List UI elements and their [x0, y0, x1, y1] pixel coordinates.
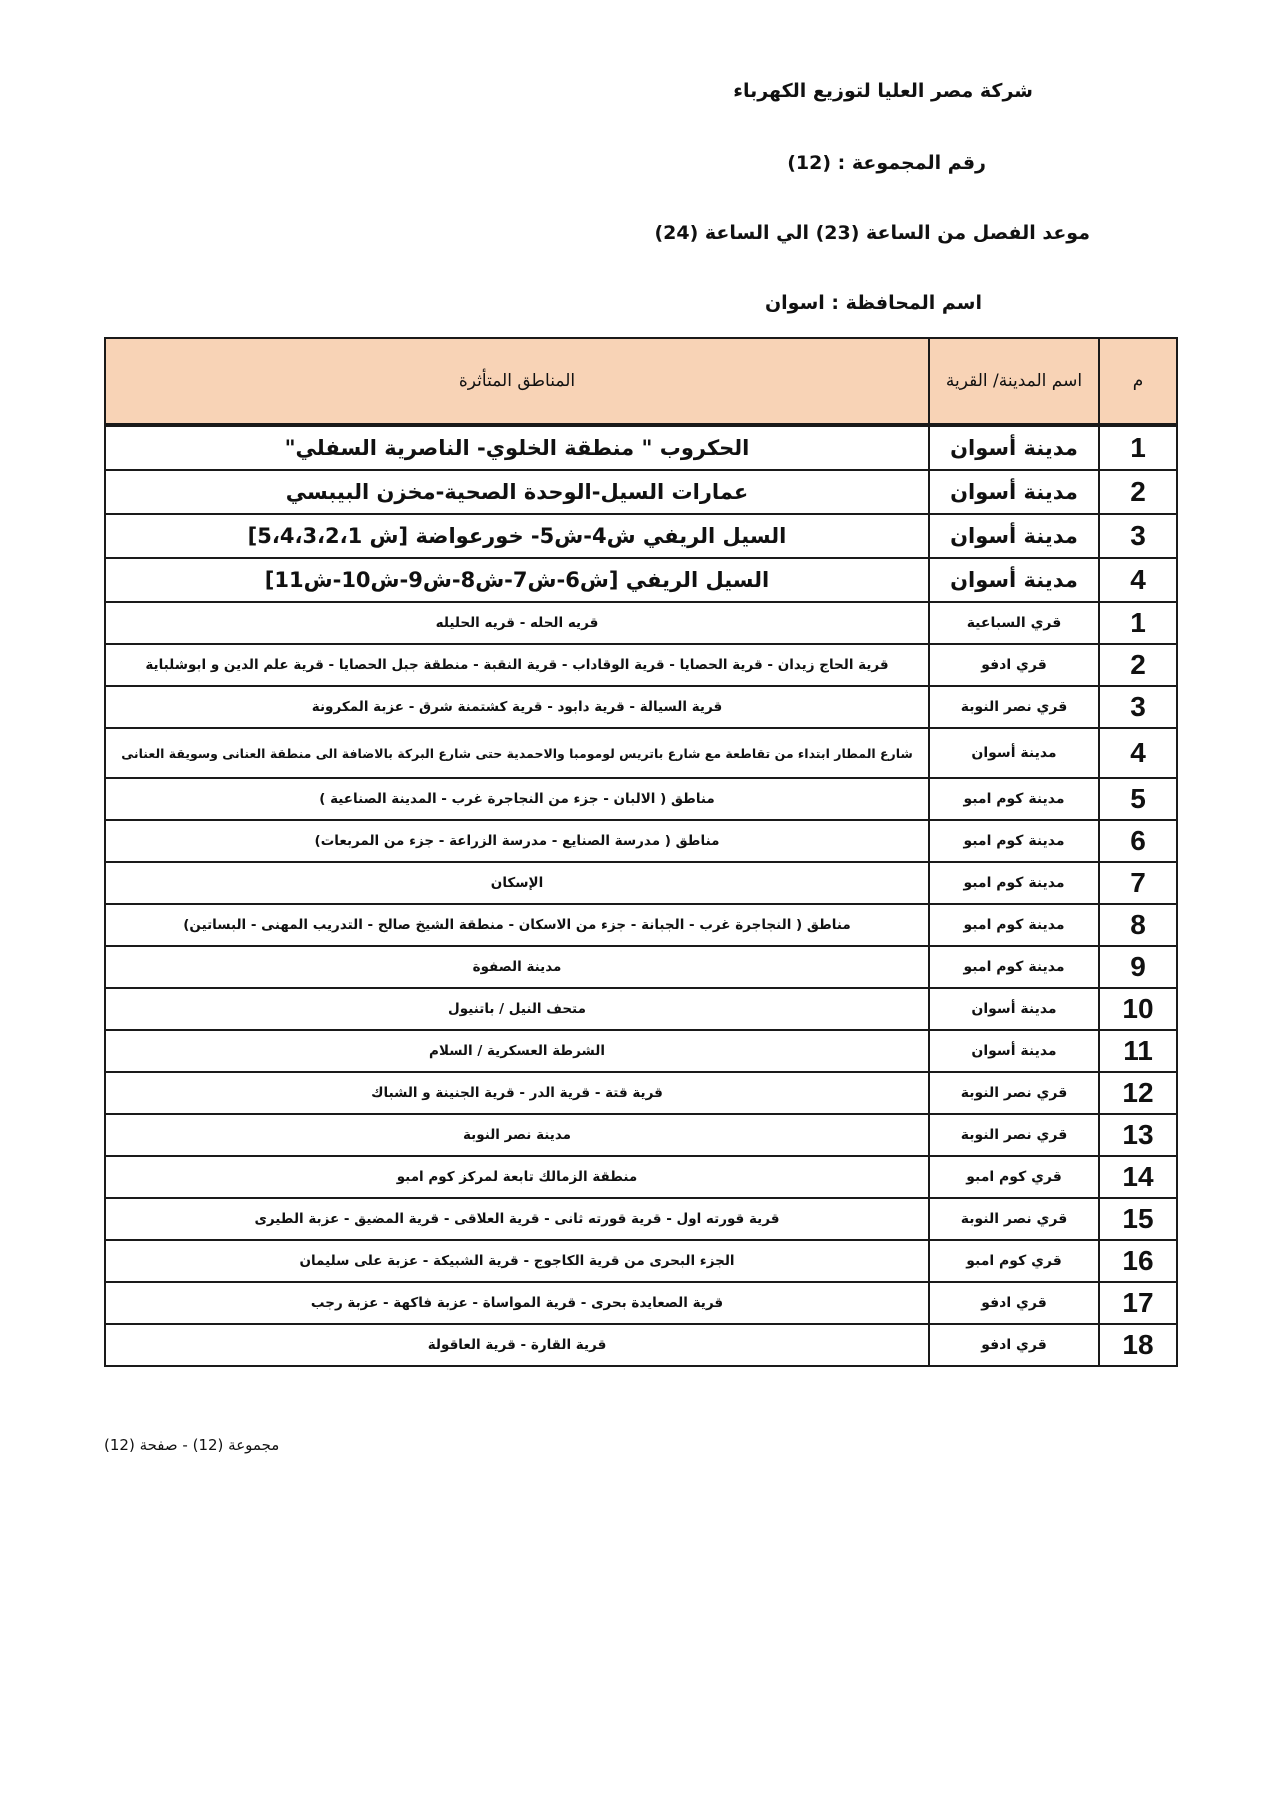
row-number: 4 — [1099, 558, 1177, 602]
row-number: 5 — [1099, 778, 1177, 820]
row-number: 6 — [1099, 820, 1177, 862]
row-number: 15 — [1099, 1198, 1177, 1240]
table-row — [105, 946, 1177, 988]
row-city: مدينة كوم امبو — [929, 904, 1099, 946]
table-row — [105, 644, 1177, 686]
row-city: قري نصر النوبة — [929, 1072, 1099, 1114]
table-row — [105, 1324, 1177, 1366]
row-city: مدينة أسوان — [929, 558, 1099, 602]
header-areas: المناطق المتأثرة — [105, 338, 929, 425]
table-row — [105, 558, 1177, 602]
row-number: 14 — [1099, 1156, 1177, 1198]
row-areas: قرية قتة - قرية الدر - قرية الجنينة و الشباك — [105, 1072, 929, 1114]
row-number: 7 — [1099, 862, 1177, 904]
table-row — [105, 820, 1177, 862]
table-row — [105, 1072, 1177, 1114]
cutoff-time: موعد الفصل من الساعة (23) الي الساعة (24) — [654, 222, 1090, 244]
row-city: مدينة أسوان — [929, 514, 1099, 558]
row-number: 11 — [1099, 1030, 1177, 1072]
row-areas: قرية قورته اول - قرية قورته ثانى - قرية العلاقى - قرية المضيق - عزبة الطيرى — [105, 1198, 929, 1240]
row-number: 2 — [1099, 470, 1177, 514]
row-city: قري نصر النوبة — [929, 686, 1099, 728]
row-areas: الشرطة العسكرية / السلام — [105, 1030, 929, 1072]
row-areas: قرية القارة - قرية العاقولة — [105, 1324, 929, 1366]
table-row — [105, 862, 1177, 904]
row-areas: قرية الحاج زيدان - قرية الحصايا - قرية الوقاداب - قرية النقبة - منطقة جبل الحصايا - قرية علم الدين و ابوشلباية — [105, 644, 929, 686]
row-areas: منطقة الزمالك تابعة لمركز كوم امبو — [105, 1156, 929, 1198]
row-areas: مناطق ( النجاجرة غرب - الجبانة - جزء من الاسكان - منطقة الشيخ صالح - التدريب المهنى - البساتين) — [105, 904, 929, 946]
row-number: 18 — [1099, 1324, 1177, 1366]
table-row — [105, 470, 1177, 514]
table-row — [105, 1156, 1177, 1198]
row-areas: قريه الحله - قريه الحليله — [105, 602, 929, 644]
table-row — [105, 686, 1177, 728]
table-row — [105, 1282, 1177, 1324]
table-row — [105, 988, 1177, 1030]
row-number: 2 — [1099, 644, 1177, 686]
row-areas: الإسكان — [105, 862, 929, 904]
row-city: قري السباعية — [929, 602, 1099, 644]
table-row — [105, 778, 1177, 820]
row-number: 1 — [1099, 602, 1177, 644]
row-city: قري نصر النوبة — [929, 1198, 1099, 1240]
row-areas: السيل الريفي [ش6-ش7-ش8-ش9-ش10-ش11] — [105, 558, 929, 602]
row-number: 1 — [1099, 425, 1177, 470]
row-areas: مدينة نصر النوبة — [105, 1114, 929, 1156]
row-city: قري كوم امبو — [929, 1240, 1099, 1282]
table-body — [105, 425, 1177, 1366]
table-row — [105, 1030, 1177, 1072]
row-areas: السيل الريفي ش4-ش5- خورعواضة [ش 5،4،3،2،1] — [105, 514, 929, 558]
row-number: 3 — [1099, 686, 1177, 728]
row-city: قري ادفو — [929, 1282, 1099, 1324]
row-number: 16 — [1099, 1240, 1177, 1282]
company-name: شركة مصر العليا لتوزيع الكهرباء — [733, 80, 1033, 102]
row-number: 3 — [1099, 514, 1177, 558]
row-number: 9 — [1099, 946, 1177, 988]
row-city: مدينة كوم امبو — [929, 946, 1099, 988]
row-areas: مدينة الصفوة — [105, 946, 929, 988]
row-areas: متحف النيل / باتنيول — [105, 988, 929, 1030]
row-areas: عمارات السيل-الوحدة الصحية-مخزن البيبسي — [105, 470, 929, 514]
table-row — [105, 728, 1177, 778]
group-number: رقم المجموعة : (12) — [787, 152, 986, 174]
row-city: مدينة أسوان — [929, 470, 1099, 514]
header-num: م — [1099, 338, 1177, 425]
table-row — [105, 514, 1177, 558]
row-city: قري نصر النوبة — [929, 1114, 1099, 1156]
schedule-table — [104, 337, 1178, 1367]
table-row — [105, 904, 1177, 946]
row-number: 17 — [1099, 1282, 1177, 1324]
row-areas: الجزء البحرى من قرية الكاجوج - قرية الشبيكة - عزبة على سليمان — [105, 1240, 929, 1282]
row-city: مدينة كوم امبو — [929, 820, 1099, 862]
row-number: 4 — [1099, 728, 1177, 778]
table-row — [105, 1240, 1177, 1282]
table-row — [105, 425, 1177, 470]
page-footer: مجموعة (12) - صفحة (12) — [104, 1436, 280, 1454]
table-row — [105, 1198, 1177, 1240]
row-city: مدينة كوم امبو — [929, 778, 1099, 820]
row-city: مدينة كوم امبو — [929, 862, 1099, 904]
row-number: 12 — [1099, 1072, 1177, 1114]
row-city: مدينة أسوان — [929, 425, 1099, 470]
row-city: مدينة أسوان — [929, 1030, 1099, 1072]
row-city: قري ادفو — [929, 1324, 1099, 1366]
row-areas: مناطق ( الالبان - جزء من النجاجرة غرب - المدينة الصناعية ) — [105, 778, 929, 820]
row-areas: قرية السيالة - قرية دابود - قرية كشتمنة شرق - عزبة المكرونة — [105, 686, 929, 728]
table-header-row — [105, 338, 1177, 425]
row-areas: شارع المطار ابتداء من تقاطعة مع شارع باتريس لومومبا والاحمدية حتى شارع البركة بالاضافة الى منطقة العنانى وسويقة العنانى — [105, 728, 929, 778]
row-number: 8 — [1099, 904, 1177, 946]
row-city: قري ادفو — [929, 644, 1099, 686]
row-city: مدينة أسوان — [929, 988, 1099, 1030]
row-city: قري كوم امبو — [929, 1156, 1099, 1198]
row-areas: الحكروب " منطقة الخلوي- الناصرية السفلي" — [105, 425, 929, 470]
row-city: مدينة أسوان — [929, 728, 1099, 778]
row-number: 13 — [1099, 1114, 1177, 1156]
governorate-name: اسم المحافظة : اسوان — [764, 292, 982, 314]
row-areas: مناطق ( مدرسة الصنايع - مدرسة الزراعة - جزء من المربعات) — [105, 820, 929, 862]
table-row — [105, 1114, 1177, 1156]
table-row — [105, 602, 1177, 644]
row-number: 10 — [1099, 988, 1177, 1030]
row-areas: قرية الصعايدة بحرى - قرية المواساة - عزبة فاكهة - عزبة رجب — [105, 1282, 929, 1324]
header-city: اسم المدينة/ القرية — [929, 338, 1099, 425]
